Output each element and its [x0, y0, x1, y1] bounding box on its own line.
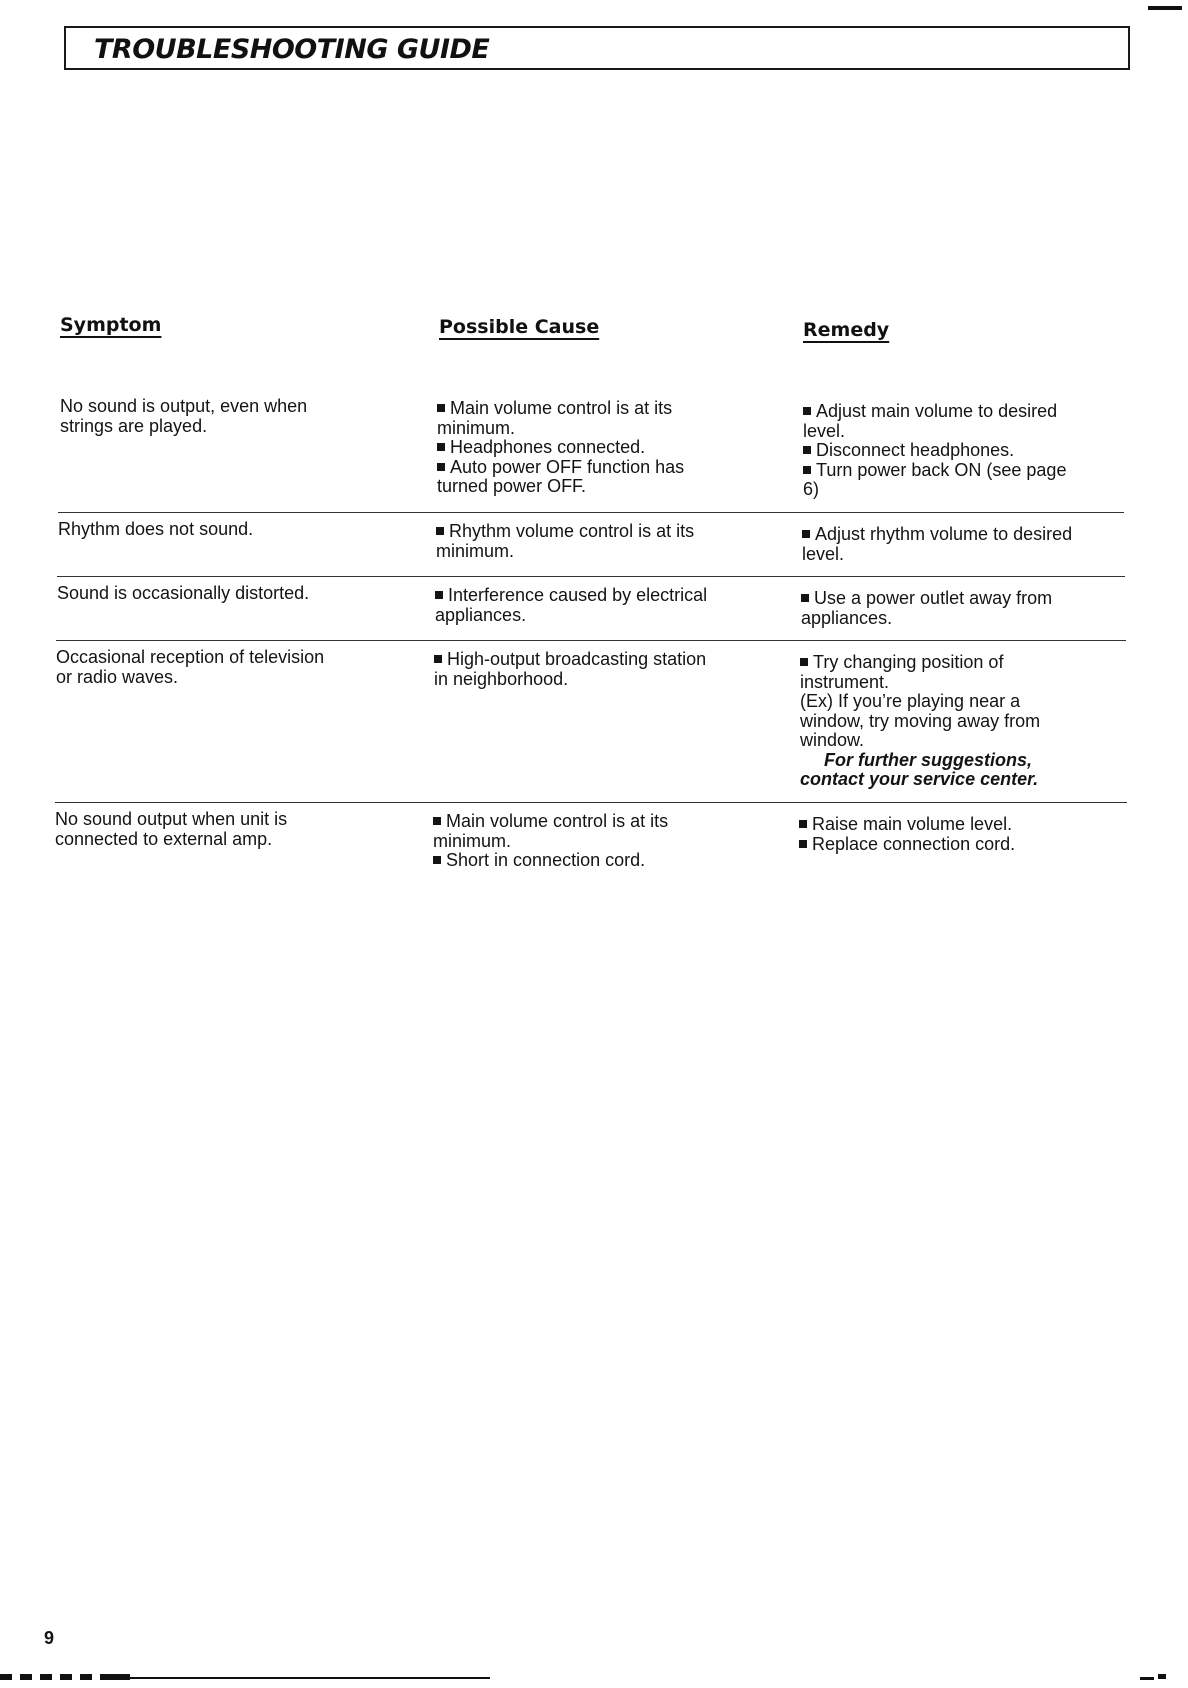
page-title: TROUBLESHOOTING GUIDE	[94, 34, 490, 65]
bullet-icon	[799, 820, 807, 828]
bullet-icon	[437, 404, 445, 412]
title-box	[64, 26, 1130, 70]
remedy-column-header: Remedy	[803, 319, 890, 341]
symptom-cell-3: Sound is occasionally distorted.	[57, 583, 310, 603]
row-divider	[57, 576, 1125, 577]
cause-cell-1: Main volume control is at its minimum. Headphones connected. Auto power OFF function has turned power OFF.	[437, 398, 685, 496]
bullet-icon	[803, 446, 811, 454]
bullet-icon	[433, 817, 441, 825]
row-divider	[55, 802, 1127, 803]
edge-marks	[0, 1674, 1188, 1684]
cause-column-header: Possible Cause	[439, 316, 600, 338]
bullet-icon	[433, 856, 441, 864]
cause-cell-2: Rhythm volume control is at its minimum.	[436, 521, 695, 561]
page-number: 9	[44, 1628, 55, 1648]
cause-cell-3: Interference caused by electrical appliances.	[435, 585, 708, 625]
cause-cell-4: High-output broadcasting station in neighborhood.	[434, 649, 707, 689]
remedy-cell-3: Use a power outlet away from appliances.	[801, 588, 1053, 628]
remedy-cell-2: Adjust rhythm volume to desired level.	[802, 524, 1073, 564]
bullet-icon	[435, 591, 443, 599]
remedy-cell-5: Raise main volume level. Replace connection cord.	[799, 815, 1015, 854]
symptom-cell-2: Rhythm does not sound.	[58, 519, 254, 539]
bullet-icon	[437, 463, 445, 471]
bullet-icon	[800, 658, 808, 666]
corner-mark	[1148, 6, 1182, 10]
symptom-cell-5: No sound output when unit is connected to external amp.	[55, 809, 288, 849]
bullet-icon	[434, 655, 442, 663]
bullet-icon	[799, 840, 807, 848]
remedy-cell-1: Adjust main volume to desired level. Disconnect headphones. Turn power back ON (see page 6)	[803, 401, 1067, 499]
remedy-cell-4: Try changing position of instrument. (Ex) If you’re playing near a window, try moving away from window. For further suggestions, contact your service center.	[800, 652, 1041, 789]
bullet-icon	[802, 530, 810, 538]
bullet-icon	[437, 443, 445, 451]
bullet-icon	[436, 527, 444, 535]
bullet-icon	[801, 594, 809, 602]
bullet-icon	[803, 466, 811, 474]
symptom-cell-4: Occasional reception of television or radio waves.	[56, 647, 325, 687]
row-divider	[56, 640, 1126, 641]
row-divider	[58, 512, 1124, 513]
symptom-column-header: Symptom	[60, 314, 162, 336]
symptom-cell-1: No sound is output, even when strings are played.	[60, 396, 308, 436]
bullet-icon	[803, 407, 811, 415]
cause-cell-5: Main volume control is at its minimum. Short in connection cord.	[433, 811, 669, 870]
